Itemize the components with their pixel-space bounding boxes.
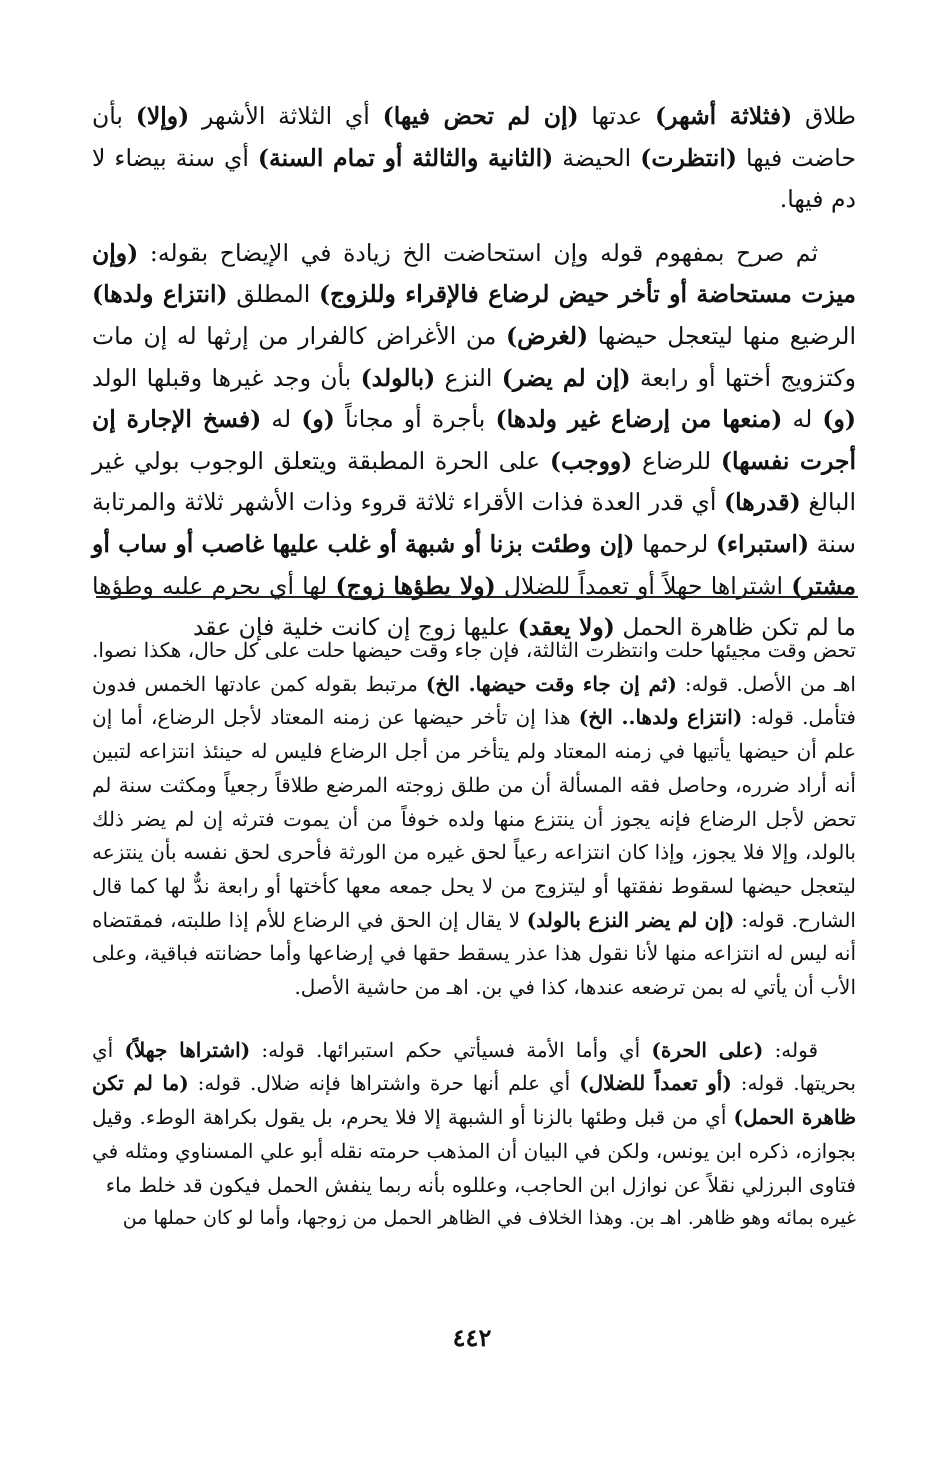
bold-quote: (إن وطئت بزنا أو شبهة أو غلب عليها غاصب أو ساب أو مشتر) bbox=[92, 529, 856, 600]
text-run: الرضيع منها ليتعجل حيضها bbox=[588, 321, 856, 350]
footnote-last-line: غيره بمائه وهو ظاهر. اهـ بن. وهذا الخلاف في الظاهر الحمل من زوجها، وأما لو كان حملها من bbox=[122, 1207, 856, 1230]
text-run: ثم صرح بمفهوم قوله وإن استحاضت الخ زيادة في الإيضاح بقوله: bbox=[138, 238, 818, 267]
text-run: قوله: bbox=[763, 1037, 819, 1062]
bold-quote: (و) bbox=[301, 405, 335, 434]
text-run: أي علم أنها حرة واشتراها فإنه ضلال. قوله: bbox=[188, 1071, 580, 1096]
bold-quote: (فسخ الإجارة إن أجرت نفسها) bbox=[92, 405, 856, 475]
text-run: له bbox=[261, 405, 302, 434]
text-run: على الحرة المطبقة ويتعلق الوجوب بولي غير البالغ bbox=[92, 446, 857, 517]
main-paragraph-2 bbox=[92, 233, 856, 649]
bold-quote: (الثانية والثالثة أو تمام السنة) bbox=[257, 143, 554, 172]
text-run: أي الثلاثة الأشهر bbox=[189, 102, 383, 130]
text-run: للرضاع bbox=[632, 446, 721, 475]
text-run: طلاق bbox=[792, 102, 856, 130]
bold-quote: (اشتراها جهلاً) bbox=[124, 1037, 251, 1062]
bold-quote: (ما لم تكن ظاهرة الحمل) bbox=[92, 1071, 856, 1130]
text-run: بأن وجد غيرها وقبلها الولد bbox=[92, 363, 361, 392]
text-run: بأجرة أو مجاناً bbox=[334, 405, 496, 434]
footnote-paragraph-1 bbox=[92, 634, 856, 1005]
text-run: اشتراها جهلاً أو تعمداً للضلال bbox=[495, 571, 792, 600]
bold-quote: (قدرها) bbox=[724, 488, 801, 517]
bold-quote: (ولا يعقد) bbox=[517, 613, 615, 642]
footnotes bbox=[92, 634, 856, 1236]
text-run: من الأغراض كالفرار من إرثها له إن مات وكتزويج أختها أو رابعة bbox=[92, 321, 856, 392]
text-run: أي وأما الأمة فسيأتي حكم استبرائها. قوله: bbox=[250, 1037, 652, 1062]
text-run: أي من قبل وطئها بالزنا أو الشبهة إلا فلا يحرم، بل يقول بكراهة الوطء. وقيل بجوازه، ذكره ابن يونس، ولكن في البيان أن المذهب حرمته نقله أبو علي المسناوي ومثله في فتاوى البرزلي نقلاً عن نوازل ابن الحاجب، وعللوه بأنه ربما ينفش الحمل فيكون قد خلط ماء bbox=[92, 1105, 856, 1197]
text-run: له bbox=[782, 405, 823, 434]
bold-quote: (إن لم يضر النزع بالولد) bbox=[526, 907, 735, 932]
bold-quote: (منعها من إرضاع غير ولدها) bbox=[495, 405, 783, 434]
bold-quote: (على الحرة) bbox=[651, 1037, 764, 1062]
bold-quote: (انتزاع ولدها) bbox=[92, 280, 228, 309]
text-run: أي قدر العدة فذات الأقراء ثلاثة قروء وذات الأشهر ثلاثة والمرتابة سنة bbox=[92, 488, 857, 558]
bold-quote: (أو تعمداً للضلال) bbox=[579, 1071, 732, 1096]
bold-quote: (انتظرت) bbox=[640, 143, 737, 172]
text-run: أي بحريتها. قوله: bbox=[92, 1037, 856, 1096]
footnote-separator bbox=[96, 596, 858, 598]
text-run: لا يقال إن الحق في الرضاع للأم إذا طلبته، فمقتضاه أنه ليس له انتزاعه منها لأنا نقول هذا عذر يسقط حقها في إرضاعها وأما حضانته فباقية، وعلى الأب أن يأتي له بمن ترضعه عندها، كذا في بن. اهـ من حاشية الأصل. bbox=[92, 907, 856, 1000]
text-run: الحيضة bbox=[553, 143, 641, 172]
text-run: لرحمها bbox=[634, 529, 716, 558]
footnote-paragraph-2 bbox=[92, 1034, 856, 1203]
bold-quote: (وإلا) bbox=[135, 102, 190, 130]
bold-quote: (لغرض) bbox=[505, 321, 589, 350]
bold-quote: (بالولد) bbox=[360, 363, 436, 392]
text-run: مرتبط بقوله كمن عادتها الخمس فدون فتأمل. قوله: bbox=[92, 671, 856, 730]
text-run: النزع bbox=[435, 363, 502, 392]
bold-quote: (إن لم يضر) bbox=[501, 363, 631, 392]
bold-quote: (و) bbox=[822, 405, 856, 434]
page-number: ٤٤٢ bbox=[452, 1323, 492, 1352]
main-paragraph-1 bbox=[92, 96, 856, 221]
text-run: المطلق bbox=[227, 280, 319, 309]
text-run: عدتها bbox=[578, 102, 656, 130]
text-run: عليها زوج إن كانت خلية فإن عقد bbox=[192, 613, 518, 642]
bold-quote: (ووجب) bbox=[549, 446, 633, 475]
text-run: هذا إن تأخر حيضها عن زمنه المعتاد لأجل الرضاع، أما إن علم أن حيضها يأتيها في زمنه المعتاد ولم يتأخر من أجل الرضاع فليس له حينئذ انتزاعه لتبين أنه أراد ضرره، وحاصل فقه المسألة أن من طلق زوجته المرضع طلاقاً رجعياً ومكثت سنة لم تحض لأجل الرضاع فإنه يجوز أن ينتزع منها ولده خوفاً من أن يموت فترثه إن لم يضر ذلك بالولد، وإلا فلا يجوز، وإذا كان انتزاعه رعياً لحق غيره من الورثة فأحرى لحق نفسه بأن ينتزعه ليتعجل حيضها لسقوط نفقتها أو ليتزوج من لا يحل جمعه معها كأختها أو رابعة ندٌّ لها كما قال الشارح. قوله: bbox=[92, 705, 856, 932]
bold-quote: (ثم إن جاء وقت حيضها. الخ) bbox=[425, 671, 677, 696]
text-run: أي سنة بيضاء لا دم فيها. bbox=[92, 143, 856, 214]
text-run: بأن حاضت فيها bbox=[92, 102, 856, 172]
bold-quote: (ولا يطؤها زوج) bbox=[335, 571, 496, 600]
bold-quote: (فثلاثة أشهر) bbox=[655, 102, 793, 130]
bold-quote: (وإن ميزت مستحاضة أو تأخر حيض لرضاع فالإقراء وللزوج) bbox=[92, 238, 857, 309]
text-run: لها أي يحرم عليه وطؤها ما لم تكن ظاهرة الحمل bbox=[92, 571, 856, 642]
main-text bbox=[92, 96, 856, 649]
bold-quote: (استبراء) bbox=[715, 529, 810, 558]
bold-quote: (إن لم تحض فيها) bbox=[382, 102, 579, 130]
bold-quote: (انتزاع ولدها.. الخ) bbox=[578, 705, 743, 730]
text-run: تحض وقت مجيئها حلت وانتظرت الثالثة، فإن جاء وقت حيضها حلت على كل حال، هكذا نصوا. اهـ من الأصل. قوله: bbox=[92, 638, 856, 696]
